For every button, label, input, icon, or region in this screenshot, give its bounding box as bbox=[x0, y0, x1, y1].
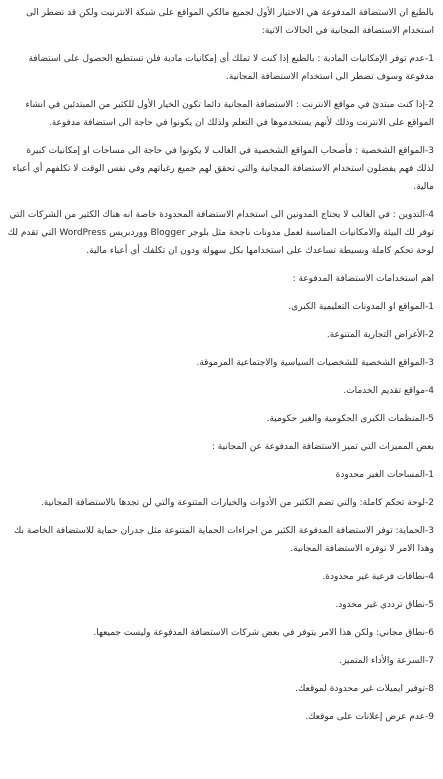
feature-item: 5-نطاق ترددي غير محدود. bbox=[335, 600, 434, 610]
feature-item: 2-لوحة تحكم كاملة: والتي تضم الكثير من الأدوات والخيارات المتنوعة والتي لن تجدها بالاستضافة المجانية. bbox=[40, 498, 434, 508]
case-item: 3-المواقع الشخصية : فأصحاب المواقع الشخصية في الغالب لا يكونوا في حاجة الى مساحات او إمكانيات كبيرة لذلك فهم يفضلون استخدام الاستضافة المجانية والتي تحقق لهم جميع رغباتهم وفي نفس الوقت لا تكلفهم أي أعباء مالية. bbox=[12, 146, 434, 192]
use-item: 3-المواقع الشخصية للشخصيات السياسية والاجتماعية المرموقة. bbox=[196, 358, 434, 368]
use-item: 5-المنظمات الكبرى الحكومية والغير حكومية. bbox=[266, 414, 434, 424]
case-item: 2-إذا كنت مبتدئ في مواقع الانترنت : الاستضافة المجانية دائما تكون الخيار الأول للكثير من المبتدئين في انشاء المواقع على الانترنت وذلك لأنهم يستخدموها في التعلم ولذلك ان يكونوا في حاجة الى استضافة مدفوعة. bbox=[25, 100, 434, 128]
use-item: 2-الأغراض التجارية المتنوعة. bbox=[326, 330, 434, 340]
feature-item: 3-الحماية: توفر الاستضافة المدفوعة الكثير من اجراءات الحماية المتنوعة مثل جدران حماية للاستضافة الخاصة بك وهذا الامر لا توفره الاستضافة المجانية. bbox=[13, 526, 434, 554]
feature-item: 1-المساحات الغير محدودة bbox=[335, 470, 434, 480]
feature-item: 7-السرعة والأداء المتميز. bbox=[339, 656, 434, 666]
feature-item: 9-عدم عرض إعلانات على موقعك. bbox=[305, 712, 434, 722]
feature-item: 6-نطاق مجاني: ولكن هذا الامر يتوفر في بعض شركات الاستضافة المدفوعة وليست جميعها. bbox=[93, 628, 434, 638]
case-item: 1-عدم توفر الإمكانيات المادية : بالطبع إذا كنت لا تملك أي إمكانيات مادية فلن تستطيع الحصول على استضافة مدفوعة وسوف تضطر الى استخدام الاستضافة المجانية. bbox=[28, 54, 434, 82]
case-item: 4-التدوين : في الغالب لا يحتاج المدونين الى استخدام الاستضافة المحدودة خاصة انه هناك الكثير من الشركات التي توفر لك البيئة والامكانيات المناسبة لعمل مدونات ناجحة مثل بلوجر Blogger ووردبريس WordPress التي تقدم لك لوحة تحكم كاملة وبسيطة تساعدك على استخدامها بكل سهولة ودون ان تكلفك أي أعباء مالية. bbox=[7, 210, 434, 256]
use-item: 1-المواقع او المدونات التعليمية الكبرى. bbox=[288, 302, 434, 312]
uses-heading: اهم استخدامات الاستضافة المدفوعة : bbox=[292, 274, 434, 284]
feature-item: 4-نطاقات فرعية غير محدودة. bbox=[322, 572, 434, 582]
features-heading: بعض المميزات التي تميز الاستضافة المدفوعة عن المجانية : bbox=[211, 442, 434, 452]
use-item: 4-مواقع تقديم الخدمات. bbox=[343, 386, 434, 396]
intro-paragraph: بالطبع ان الاستضافة المدفوعة هي الاختيار الأول لجميع مالكي المواقع على شبكة الانترنيت ولكن قد تضطر الى استخدام الاستضافة المجانية في الحالات الاتية: bbox=[26, 8, 434, 36]
feature-item: 8-توفير ايميلات غير محدودة لموقعك. bbox=[295, 684, 434, 694]
